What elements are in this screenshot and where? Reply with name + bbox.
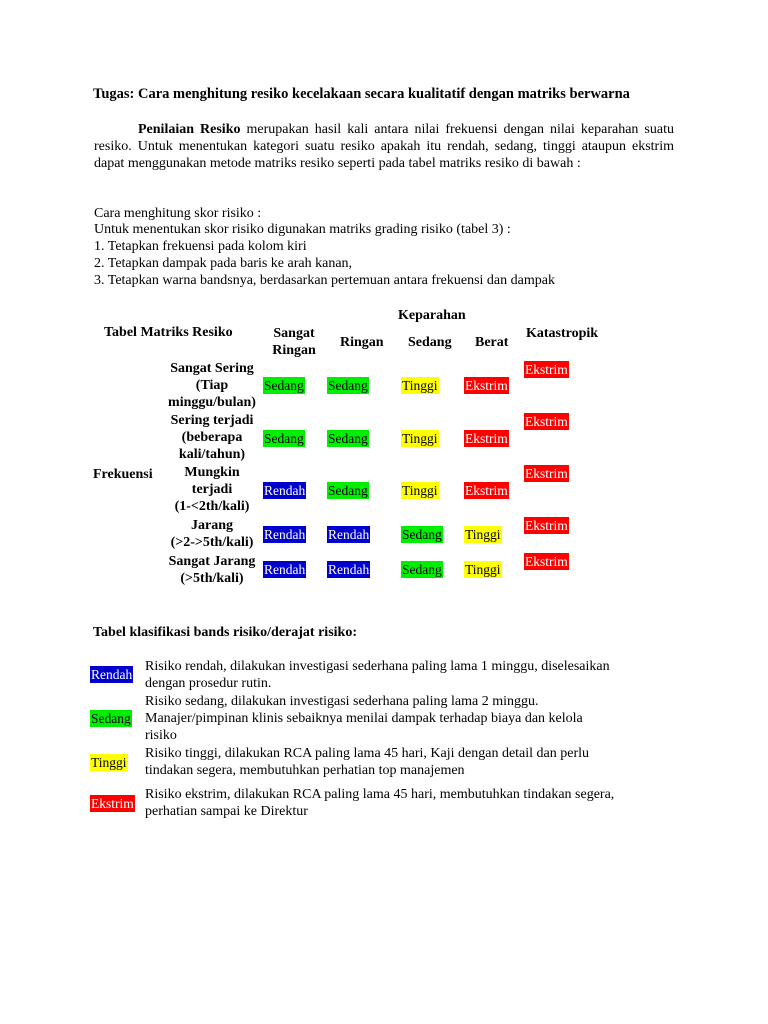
matrix-cell: Ekstrim	[525, 362, 568, 377]
intro-bold-term: Penilaian Resiko	[138, 122, 241, 137]
matrix-cell: Sedang	[402, 562, 442, 577]
band-badge-sedang: Sedang	[91, 711, 131, 726]
col-header-sangat-ringan: Sangat Ringan	[272, 326, 316, 358]
row-label-jarang: Jarang (>2->5th/kali)	[170, 518, 254, 550]
matrix-cell: Ekstrim	[525, 466, 568, 481]
matrix-cell: Tinggi	[465, 527, 501, 542]
col-header-berat: Berat	[475, 335, 509, 350]
steps-intro-line: Untuk menentukan skor risiko digunakan matriks grading risiko (tabel 3) :	[94, 222, 511, 237]
matrix-cell: Ekstrim	[525, 518, 568, 533]
matrix-cell: Ekstrim	[525, 554, 568, 569]
matrix-cell: Sedang	[328, 431, 368, 446]
matrix-cell: Tinggi	[402, 483, 438, 498]
row-label-sering-terjadi: Sering terjadi (beberapa kali/tahun)	[170, 413, 254, 462]
band-description-ekstrim: Risiko ekstrim, dilakukan RCA paling lama 45 hari, membutuhkan tindakan segera, perhatian sampai ke Direktur	[145, 787, 615, 819]
page-title: Tugas: Cara menghitung resiko kecelakaan secara kualitatif dengan matriks berwarna	[93, 86, 630, 102]
matrix-cell: Sedang	[328, 483, 368, 498]
matrix-cell: Rendah	[264, 527, 306, 542]
band-description-rendah: Risiko rendah, dilakukan investigasi sederhana paling lama 1 minggu, diselesaikan dengan prosedur rutin.	[145, 659, 610, 691]
step-item-3: 3. Tetapkan warna bandsnya, berdasarkan pertemuan antara frekuensi dan dampak	[94, 273, 555, 288]
matrix-cell: Tinggi	[402, 378, 438, 393]
matrix-cell: Rendah	[328, 527, 370, 542]
matrix-cell: Tinggi	[465, 562, 501, 577]
matrix-cell: Ekstrim	[465, 378, 508, 393]
intro-paragraph	[94, 121, 674, 172]
matrix-cell: Ekstrim	[465, 483, 508, 498]
matrix-cell: Rendah	[328, 562, 370, 577]
band-badge-rendah: Rendah	[91, 667, 133, 682]
matrix-cell: Sedang	[264, 431, 304, 446]
step-item-2: 2. Tetapkan dampak pada baris ke arah kanan,	[94, 256, 353, 271]
frequency-group-label: Frekuensi	[93, 467, 153, 482]
matrix-cell: Ekstrim	[465, 431, 508, 446]
matrix-cell: Rendah	[264, 483, 306, 498]
band-badge-ekstrim: Ekstrim	[91, 796, 134, 811]
col-header-sedang: Sedang	[408, 335, 452, 350]
row-label-sangat-jarang: Sangat Jarang (>5th/kali)	[168, 554, 256, 586]
severity-group-label: Keparahan	[398, 308, 466, 323]
intro-text: merupakan hasil kali antara nilai frekuensi dengan nilai keparahan suatu resiko. Untuk menentukan kategori suatu resiko apakah itu rendah, sedang, tinggi ataupun ekstrim dapat menggunakan metode matriks resiko seperti pada tabel matriks resiko di bawah :	[94, 122, 674, 171]
matrix-cell: Sedang	[402, 527, 442, 542]
matrix-cell: Tinggi	[402, 431, 438, 446]
band-badge-tinggi: Tinggi	[91, 755, 127, 770]
row-label-mungkin-terjadi: Mungkin terjadi (1-<2th/kali)	[174, 465, 250, 514]
col-header-katastropik: Katastropik	[526, 326, 599, 341]
matrix-cell: Rendah	[264, 562, 306, 577]
row-label-sangat-sering: Sangat Sering (Tiap minggu/bulan)	[168, 361, 256, 410]
band-description-sedang: Risiko sedang, dilakukan investigasi sederhana paling lama 2 minggu. Manajer/pimpinan klinis sebaiknya menilai dampak terhadap biaya dan kelola risiko	[145, 694, 583, 743]
col-header-ringan: Ringan	[340, 335, 384, 350]
band-description-tinggi: Risiko tinggi, dilakukan RCA paling lama 45 hari, Kaji dengan detail dan perlu tindakan segera, membutuhkan perhatian top manajemen	[145, 746, 590, 778]
matrix-table-label: Tabel Matriks Resiko	[104, 325, 233, 340]
classification-title: Tabel klasifikasi bands risiko/derajat risiko:	[93, 625, 357, 640]
matrix-cell: Ekstrim	[525, 414, 568, 429]
matrix-cell: Sedang	[264, 378, 304, 393]
steps-heading: Cara menghitung skor risiko :	[94, 206, 262, 221]
matrix-cell: Sedang	[328, 378, 368, 393]
step-item-1: 1. Tetapkan frekuensi pada kolom kiri	[94, 239, 307, 254]
